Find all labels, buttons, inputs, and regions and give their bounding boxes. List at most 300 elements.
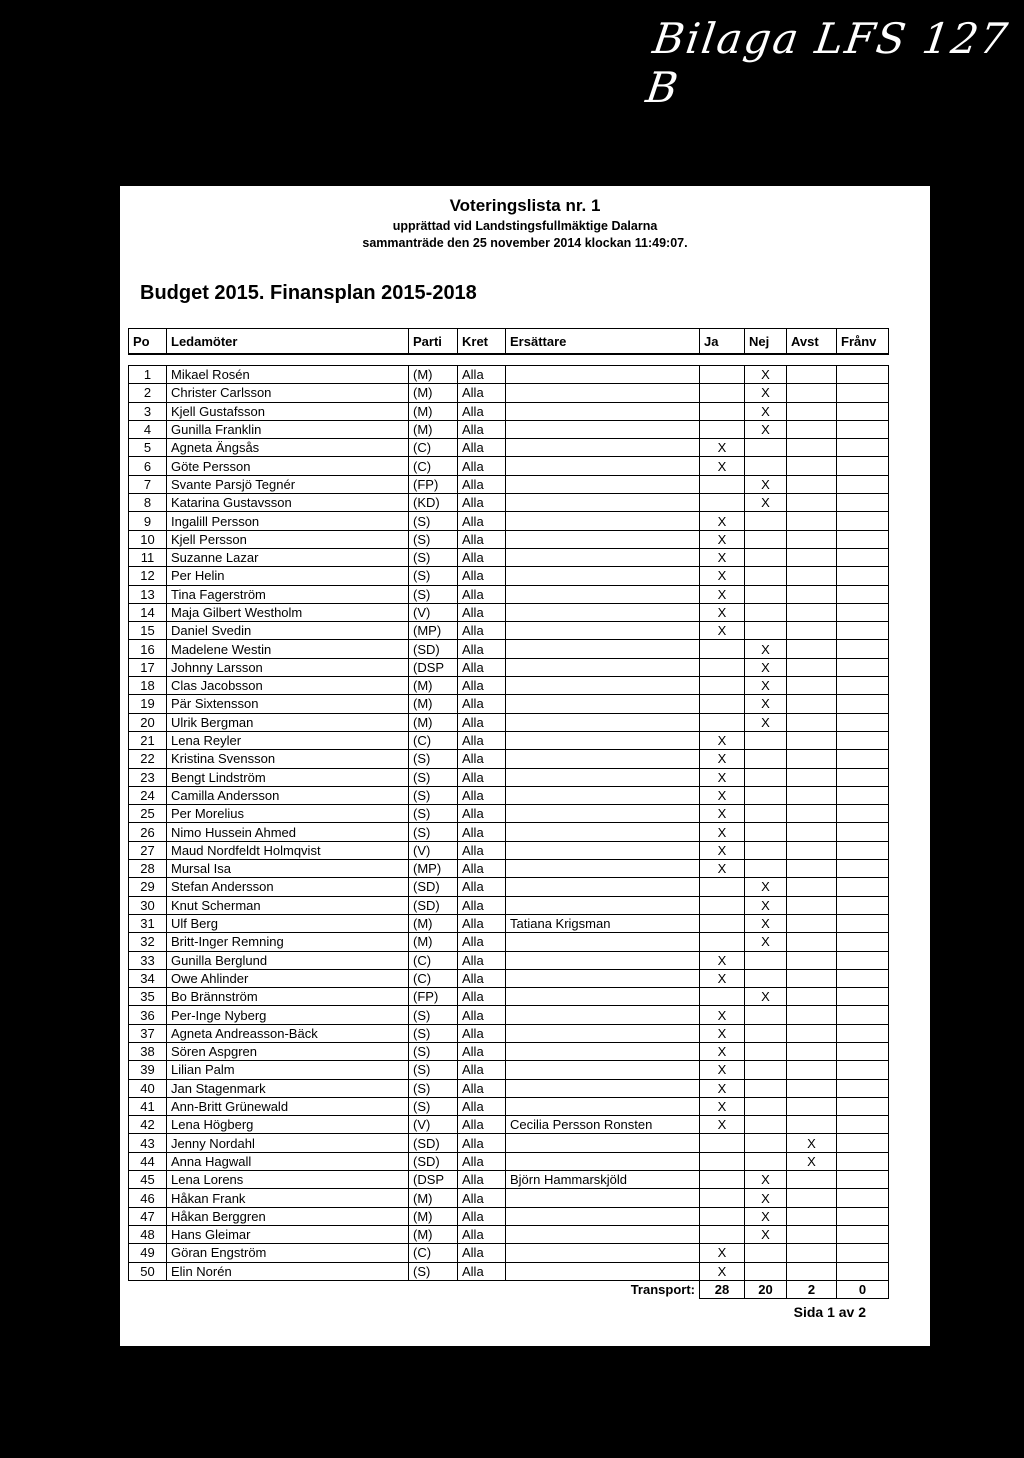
row-position: 36	[129, 1006, 167, 1024]
row-member-name: Jan Stagenmark	[167, 1079, 409, 1097]
row-member-name: Per-Inge Nyberg	[167, 1006, 409, 1024]
table-row	[129, 402, 889, 420]
table-row	[129, 585, 889, 603]
row-substitute	[506, 805, 700, 823]
row-abstain-mark	[787, 658, 837, 676]
row-yes-mark: X	[700, 951, 745, 969]
row-position: 34	[129, 969, 167, 987]
table-row	[129, 1171, 889, 1189]
row-district: Alla	[458, 1189, 506, 1207]
row-substitute	[506, 841, 700, 859]
row-absent-mark	[837, 1225, 889, 1243]
row-no-mark: X	[745, 988, 787, 1006]
row-party: (S)	[409, 1006, 458, 1024]
row-position: 43	[129, 1134, 167, 1152]
table-header	[129, 329, 889, 355]
row-no-mark	[745, 1134, 787, 1152]
row-district: Alla	[458, 860, 506, 878]
row-no-mark	[745, 750, 787, 768]
row-position: 44	[129, 1152, 167, 1170]
row-abstain-mark	[787, 878, 837, 896]
row-position: 32	[129, 933, 167, 951]
row-yes-mark: X	[700, 969, 745, 987]
row-party: (S)	[409, 1024, 458, 1042]
row-member-name: Lena Högberg	[167, 1116, 409, 1134]
row-abstain-mark	[787, 786, 837, 804]
row-absent-mark	[837, 439, 889, 457]
document-subtitle: upprättad vid Landstingsfullmäktige Dalarna	[392, 219, 658, 233]
row-no-mark: X	[745, 494, 787, 512]
row-district: Alla	[458, 439, 506, 457]
row-district: Alla	[458, 622, 506, 640]
table-row	[129, 439, 889, 457]
row-position: 27	[129, 841, 167, 859]
row-yes-mark	[700, 1189, 745, 1207]
row-yes-mark: X	[700, 439, 745, 457]
row-position: 11	[129, 548, 167, 566]
row-district: Alla	[458, 823, 506, 841]
row-no-mark	[745, 548, 787, 566]
row-position: 26	[129, 823, 167, 841]
row-absent-mark	[837, 914, 889, 932]
row-district: Alla	[458, 1097, 506, 1115]
row-absent-mark	[837, 731, 889, 749]
row-yes-mark: X	[700, 805, 745, 823]
row-party: (SD)	[409, 1134, 458, 1152]
row-substitute	[506, 1189, 700, 1207]
row-party: (SD)	[409, 1152, 458, 1170]
row-yes-mark	[700, 695, 745, 713]
row-no-mark	[745, 1097, 787, 1115]
row-abstain-mark	[787, 988, 837, 1006]
row-district: Alla	[458, 548, 506, 566]
row-party: (M)	[409, 933, 458, 951]
row-district: Alla	[458, 603, 506, 621]
row-party: (FP)	[409, 475, 458, 493]
row-no-mark: X	[745, 1225, 787, 1243]
row-yes-mark: X	[700, 786, 745, 804]
row-abstain-mark	[787, 384, 837, 402]
row-substitute	[506, 768, 700, 786]
row-substitute	[506, 658, 700, 676]
row-party: (V)	[409, 1116, 458, 1134]
row-abstain-mark	[787, 914, 837, 932]
row-district: Alla	[458, 1152, 506, 1170]
row-no-mark	[745, 1079, 787, 1097]
row-member-name: Kristina Svensson	[167, 750, 409, 768]
row-abstain-mark	[787, 951, 837, 969]
row-absent-mark	[837, 1061, 889, 1079]
row-party: (S)	[409, 548, 458, 566]
row-position: 37	[129, 1024, 167, 1042]
col-header-district: Kret	[458, 329, 506, 355]
col-header-yes: Ja	[700, 329, 745, 355]
row-abstain-mark: X	[787, 1134, 837, 1152]
row-district: Alla	[458, 750, 506, 768]
row-substitute	[506, 494, 700, 512]
row-district: Alla	[458, 1262, 506, 1280]
row-abstain-mark	[787, 567, 837, 585]
row-no-mark: X	[745, 713, 787, 731]
row-no-mark: X	[745, 878, 787, 896]
row-party: (V)	[409, 841, 458, 859]
row-party: (M)	[409, 366, 458, 384]
row-absent-mark	[837, 366, 889, 384]
row-yes-mark: X	[700, 603, 745, 621]
col-header-substitute: Ersättare	[506, 329, 700, 355]
row-position: 17	[129, 658, 167, 676]
row-absent-mark	[837, 768, 889, 786]
table-row	[129, 731, 889, 749]
row-yes-mark	[700, 1152, 745, 1170]
row-yes-mark	[700, 1207, 745, 1225]
row-yes-mark: X	[700, 1262, 745, 1280]
row-substitute	[506, 548, 700, 566]
row-substitute	[506, 878, 700, 896]
row-party: (S)	[409, 512, 458, 530]
row-position: 4	[129, 420, 167, 438]
row-absent-mark	[837, 1042, 889, 1060]
row-district: Alla	[458, 1244, 506, 1262]
row-abstain-mark	[787, 420, 837, 438]
total-abstain: 2	[787, 1280, 837, 1298]
row-district: Alla	[458, 988, 506, 1006]
row-abstain-mark	[787, 1207, 837, 1225]
row-position: 48	[129, 1225, 167, 1243]
row-yes-mark	[700, 384, 745, 402]
table-row	[129, 475, 889, 493]
row-party: (DSP	[409, 1171, 458, 1189]
row-absent-mark	[837, 658, 889, 676]
row-no-mark	[745, 1262, 787, 1280]
row-no-mark	[745, 1024, 787, 1042]
row-no-mark: X	[745, 384, 787, 402]
row-member-name: Per Morelius	[167, 805, 409, 823]
row-position: 21	[129, 731, 167, 749]
total-yes: 28	[700, 1280, 745, 1298]
table-row	[129, 622, 889, 640]
row-member-name: Maud Nordfeldt Holmqvist	[167, 841, 409, 859]
row-party: (DSP	[409, 658, 458, 676]
row-substitute	[506, 439, 700, 457]
row-absent-mark	[837, 1244, 889, 1262]
handwritten-annotation: Bilaga LFS 127 B	[643, 14, 1013, 112]
table-row	[129, 457, 889, 475]
row-abstain-mark	[787, 969, 837, 987]
row-substitute	[506, 457, 700, 475]
row-abstain-mark	[787, 1097, 837, 1115]
row-district: Alla	[458, 1171, 506, 1189]
row-party: (S)	[409, 1079, 458, 1097]
row-absent-mark	[837, 603, 889, 621]
row-abstain-mark	[787, 1225, 837, 1243]
row-position: 39	[129, 1061, 167, 1079]
row-substitute	[506, 512, 700, 530]
row-no-mark	[745, 731, 787, 749]
row-absent-mark	[837, 878, 889, 896]
row-substitute	[506, 1262, 700, 1280]
row-no-mark	[745, 1006, 787, 1024]
row-member-name: Tina Fagerström	[167, 585, 409, 603]
row-abstain-mark	[787, 402, 837, 420]
row-party: (S)	[409, 1042, 458, 1060]
row-position: 23	[129, 768, 167, 786]
row-member-name: Anna Hagwall	[167, 1152, 409, 1170]
table-row	[129, 366, 889, 384]
row-no-mark	[745, 585, 787, 603]
row-district: Alla	[458, 1116, 506, 1134]
row-member-name: Nimo Hussein Ahmed	[167, 823, 409, 841]
row-no-mark	[745, 1061, 787, 1079]
row-yes-mark: X	[700, 860, 745, 878]
table-row	[129, 1207, 889, 1225]
row-member-name: Kjell Persson	[167, 530, 409, 548]
row-abstain-mark	[787, 585, 837, 603]
row-no-mark	[745, 860, 787, 878]
row-district: Alla	[458, 841, 506, 859]
row-absent-mark	[837, 933, 889, 951]
row-yes-mark	[700, 658, 745, 676]
table-row	[129, 384, 889, 402]
row-yes-mark: X	[700, 750, 745, 768]
row-no-mark	[745, 969, 787, 987]
row-member-name: Lena Reyler	[167, 731, 409, 749]
row-yes-mark: X	[700, 731, 745, 749]
row-absent-mark	[837, 548, 889, 566]
row-member-name: Agneta Ängsås	[167, 439, 409, 457]
row-yes-mark	[700, 713, 745, 731]
row-no-mark: X	[745, 1189, 787, 1207]
row-position: 15	[129, 622, 167, 640]
row-yes-mark: X	[700, 512, 745, 530]
table-row	[129, 1079, 889, 1097]
row-position: 12	[129, 567, 167, 585]
row-substitute	[506, 567, 700, 585]
row-absent-mark	[837, 677, 889, 695]
table-row	[129, 1262, 889, 1280]
row-yes-mark	[700, 933, 745, 951]
row-substitute	[506, 530, 700, 548]
row-party: (C)	[409, 457, 458, 475]
row-party: (M)	[409, 1225, 458, 1243]
row-substitute	[506, 475, 700, 493]
total-absent: 0	[837, 1280, 889, 1298]
row-district: Alla	[458, 1061, 506, 1079]
table-row	[129, 786, 889, 804]
row-substitute	[506, 1024, 700, 1042]
row-district: Alla	[458, 713, 506, 731]
row-no-mark: X	[745, 677, 787, 695]
row-absent-mark	[837, 567, 889, 585]
row-district: Alla	[458, 1134, 506, 1152]
row-abstain-mark	[787, 640, 837, 658]
row-position: 5	[129, 439, 167, 457]
totals-row	[129, 1280, 889, 1298]
table-row	[129, 695, 889, 713]
row-district: Alla	[458, 1225, 506, 1243]
row-party: (M)	[409, 1207, 458, 1225]
row-yes-mark: X	[700, 768, 745, 786]
row-absent-mark	[837, 860, 889, 878]
row-yes-mark: X	[700, 585, 745, 603]
row-district: Alla	[458, 567, 506, 585]
row-no-mark	[745, 530, 787, 548]
row-party: (M)	[409, 420, 458, 438]
row-abstain-mark	[787, 1079, 837, 1097]
row-absent-mark	[837, 1189, 889, 1207]
row-abstain-mark	[787, 1061, 837, 1079]
row-substitute	[506, 1079, 700, 1097]
row-no-mark: X	[745, 914, 787, 932]
row-yes-mark: X	[700, 1244, 745, 1262]
row-no-mark	[745, 805, 787, 823]
row-district: Alla	[458, 366, 506, 384]
row-abstain-mark	[787, 475, 837, 493]
table-row	[129, 896, 889, 914]
row-position: 8	[129, 494, 167, 512]
row-yes-mark	[700, 402, 745, 420]
row-yes-mark: X	[700, 1097, 745, 1115]
table-row	[129, 713, 889, 731]
table-row	[129, 420, 889, 438]
row-member-name: Katarina Gustavsson	[167, 494, 409, 512]
row-abstain-mark	[787, 933, 837, 951]
row-yes-mark	[700, 988, 745, 1006]
row-position: 29	[129, 878, 167, 896]
row-substitute	[506, 1244, 700, 1262]
row-substitute	[506, 420, 700, 438]
row-abstain-mark	[787, 805, 837, 823]
row-position: 31	[129, 914, 167, 932]
row-member-name: Per Helin	[167, 567, 409, 585]
row-member-name: Jenny Nordahl	[167, 1134, 409, 1152]
row-no-mark	[745, 768, 787, 786]
row-no-mark	[745, 512, 787, 530]
row-member-name: Gunilla Franklin	[167, 420, 409, 438]
row-abstain-mark	[787, 457, 837, 475]
row-member-name: Suzanne Lazar	[167, 548, 409, 566]
row-position: 42	[129, 1116, 167, 1134]
row-abstain-mark	[787, 860, 837, 878]
row-member-name: Madelene Westin	[167, 640, 409, 658]
row-party: (M)	[409, 713, 458, 731]
row-party: (FP)	[409, 988, 458, 1006]
row-absent-mark	[837, 622, 889, 640]
row-party: (S)	[409, 823, 458, 841]
table-row	[129, 878, 889, 896]
row-party: (M)	[409, 384, 458, 402]
row-position: 3	[129, 402, 167, 420]
row-absent-mark	[837, 1097, 889, 1115]
row-absent-mark	[837, 585, 889, 603]
table-row	[129, 841, 889, 859]
row-absent-mark	[837, 494, 889, 512]
table-row	[129, 494, 889, 512]
row-absent-mark	[837, 1207, 889, 1225]
row-no-mark: X	[745, 658, 787, 676]
page-number: Sida 1 av 2	[793, 1304, 866, 1320]
row-abstain-mark	[787, 695, 837, 713]
row-absent-mark	[837, 841, 889, 859]
col-header-absent: Frånv	[837, 329, 889, 355]
row-district: Alla	[458, 805, 506, 823]
row-substitute	[506, 585, 700, 603]
row-substitute	[506, 677, 700, 695]
row-member-name: Hans Gleimar	[167, 1225, 409, 1243]
row-yes-mark: X	[700, 1024, 745, 1042]
row-substitute	[506, 731, 700, 749]
row-no-mark	[745, 951, 787, 969]
row-position: 30	[129, 896, 167, 914]
row-yes-mark	[700, 914, 745, 932]
row-party: (S)	[409, 1262, 458, 1280]
row-no-mark: X	[745, 933, 787, 951]
row-position: 10	[129, 530, 167, 548]
row-yes-mark: X	[700, 457, 745, 475]
table-row	[129, 1006, 889, 1024]
row-member-name: Mursal Isa	[167, 860, 409, 878]
row-absent-mark	[837, 1171, 889, 1189]
table-row	[129, 658, 889, 676]
row-no-mark: X	[745, 1171, 787, 1189]
table-row	[129, 988, 889, 1006]
row-abstain-mark	[787, 512, 837, 530]
row-substitute	[506, 640, 700, 658]
row-absent-mark	[837, 969, 889, 987]
table-row	[129, 933, 889, 951]
row-abstain-mark	[787, 713, 837, 731]
row-member-name: Sören Aspgren	[167, 1042, 409, 1060]
row-absent-mark	[837, 530, 889, 548]
row-party: (C)	[409, 1244, 458, 1262]
document-title: Voteringslista nr. 1	[449, 196, 601, 215]
row-yes-mark	[700, 1134, 745, 1152]
row-position: 13	[129, 585, 167, 603]
row-party: (M)	[409, 914, 458, 932]
row-position: 47	[129, 1207, 167, 1225]
col-header-member: Ledamöter	[167, 329, 409, 355]
row-position: 35	[129, 988, 167, 1006]
row-no-mark: X	[745, 695, 787, 713]
row-absent-mark	[837, 384, 889, 402]
row-member-name: Knut Scherman	[167, 896, 409, 914]
row-member-name: Kjell Gustafsson	[167, 402, 409, 420]
row-absent-mark	[837, 1116, 889, 1134]
row-substitute	[506, 1152, 700, 1170]
row-no-mark: X	[745, 402, 787, 420]
row-no-mark	[745, 622, 787, 640]
row-party: (S)	[409, 768, 458, 786]
table-row	[129, 530, 889, 548]
row-member-name: Göran Engström	[167, 1244, 409, 1262]
table-row	[129, 548, 889, 566]
row-member-name: Håkan Berggren	[167, 1207, 409, 1225]
row-no-mark: X	[745, 420, 787, 438]
row-abstain-mark	[787, 731, 837, 749]
row-district: Alla	[458, 402, 506, 420]
row-abstain-mark: X	[787, 1152, 837, 1170]
row-yes-mark	[700, 1225, 745, 1243]
row-party: (S)	[409, 1061, 458, 1079]
row-substitute	[506, 1061, 700, 1079]
row-absent-mark	[837, 1024, 889, 1042]
row-absent-mark	[837, 457, 889, 475]
table-row	[129, 768, 889, 786]
row-abstain-mark	[787, 1042, 837, 1060]
row-substitute	[506, 951, 700, 969]
row-no-mark	[745, 823, 787, 841]
table-row	[129, 1042, 889, 1060]
